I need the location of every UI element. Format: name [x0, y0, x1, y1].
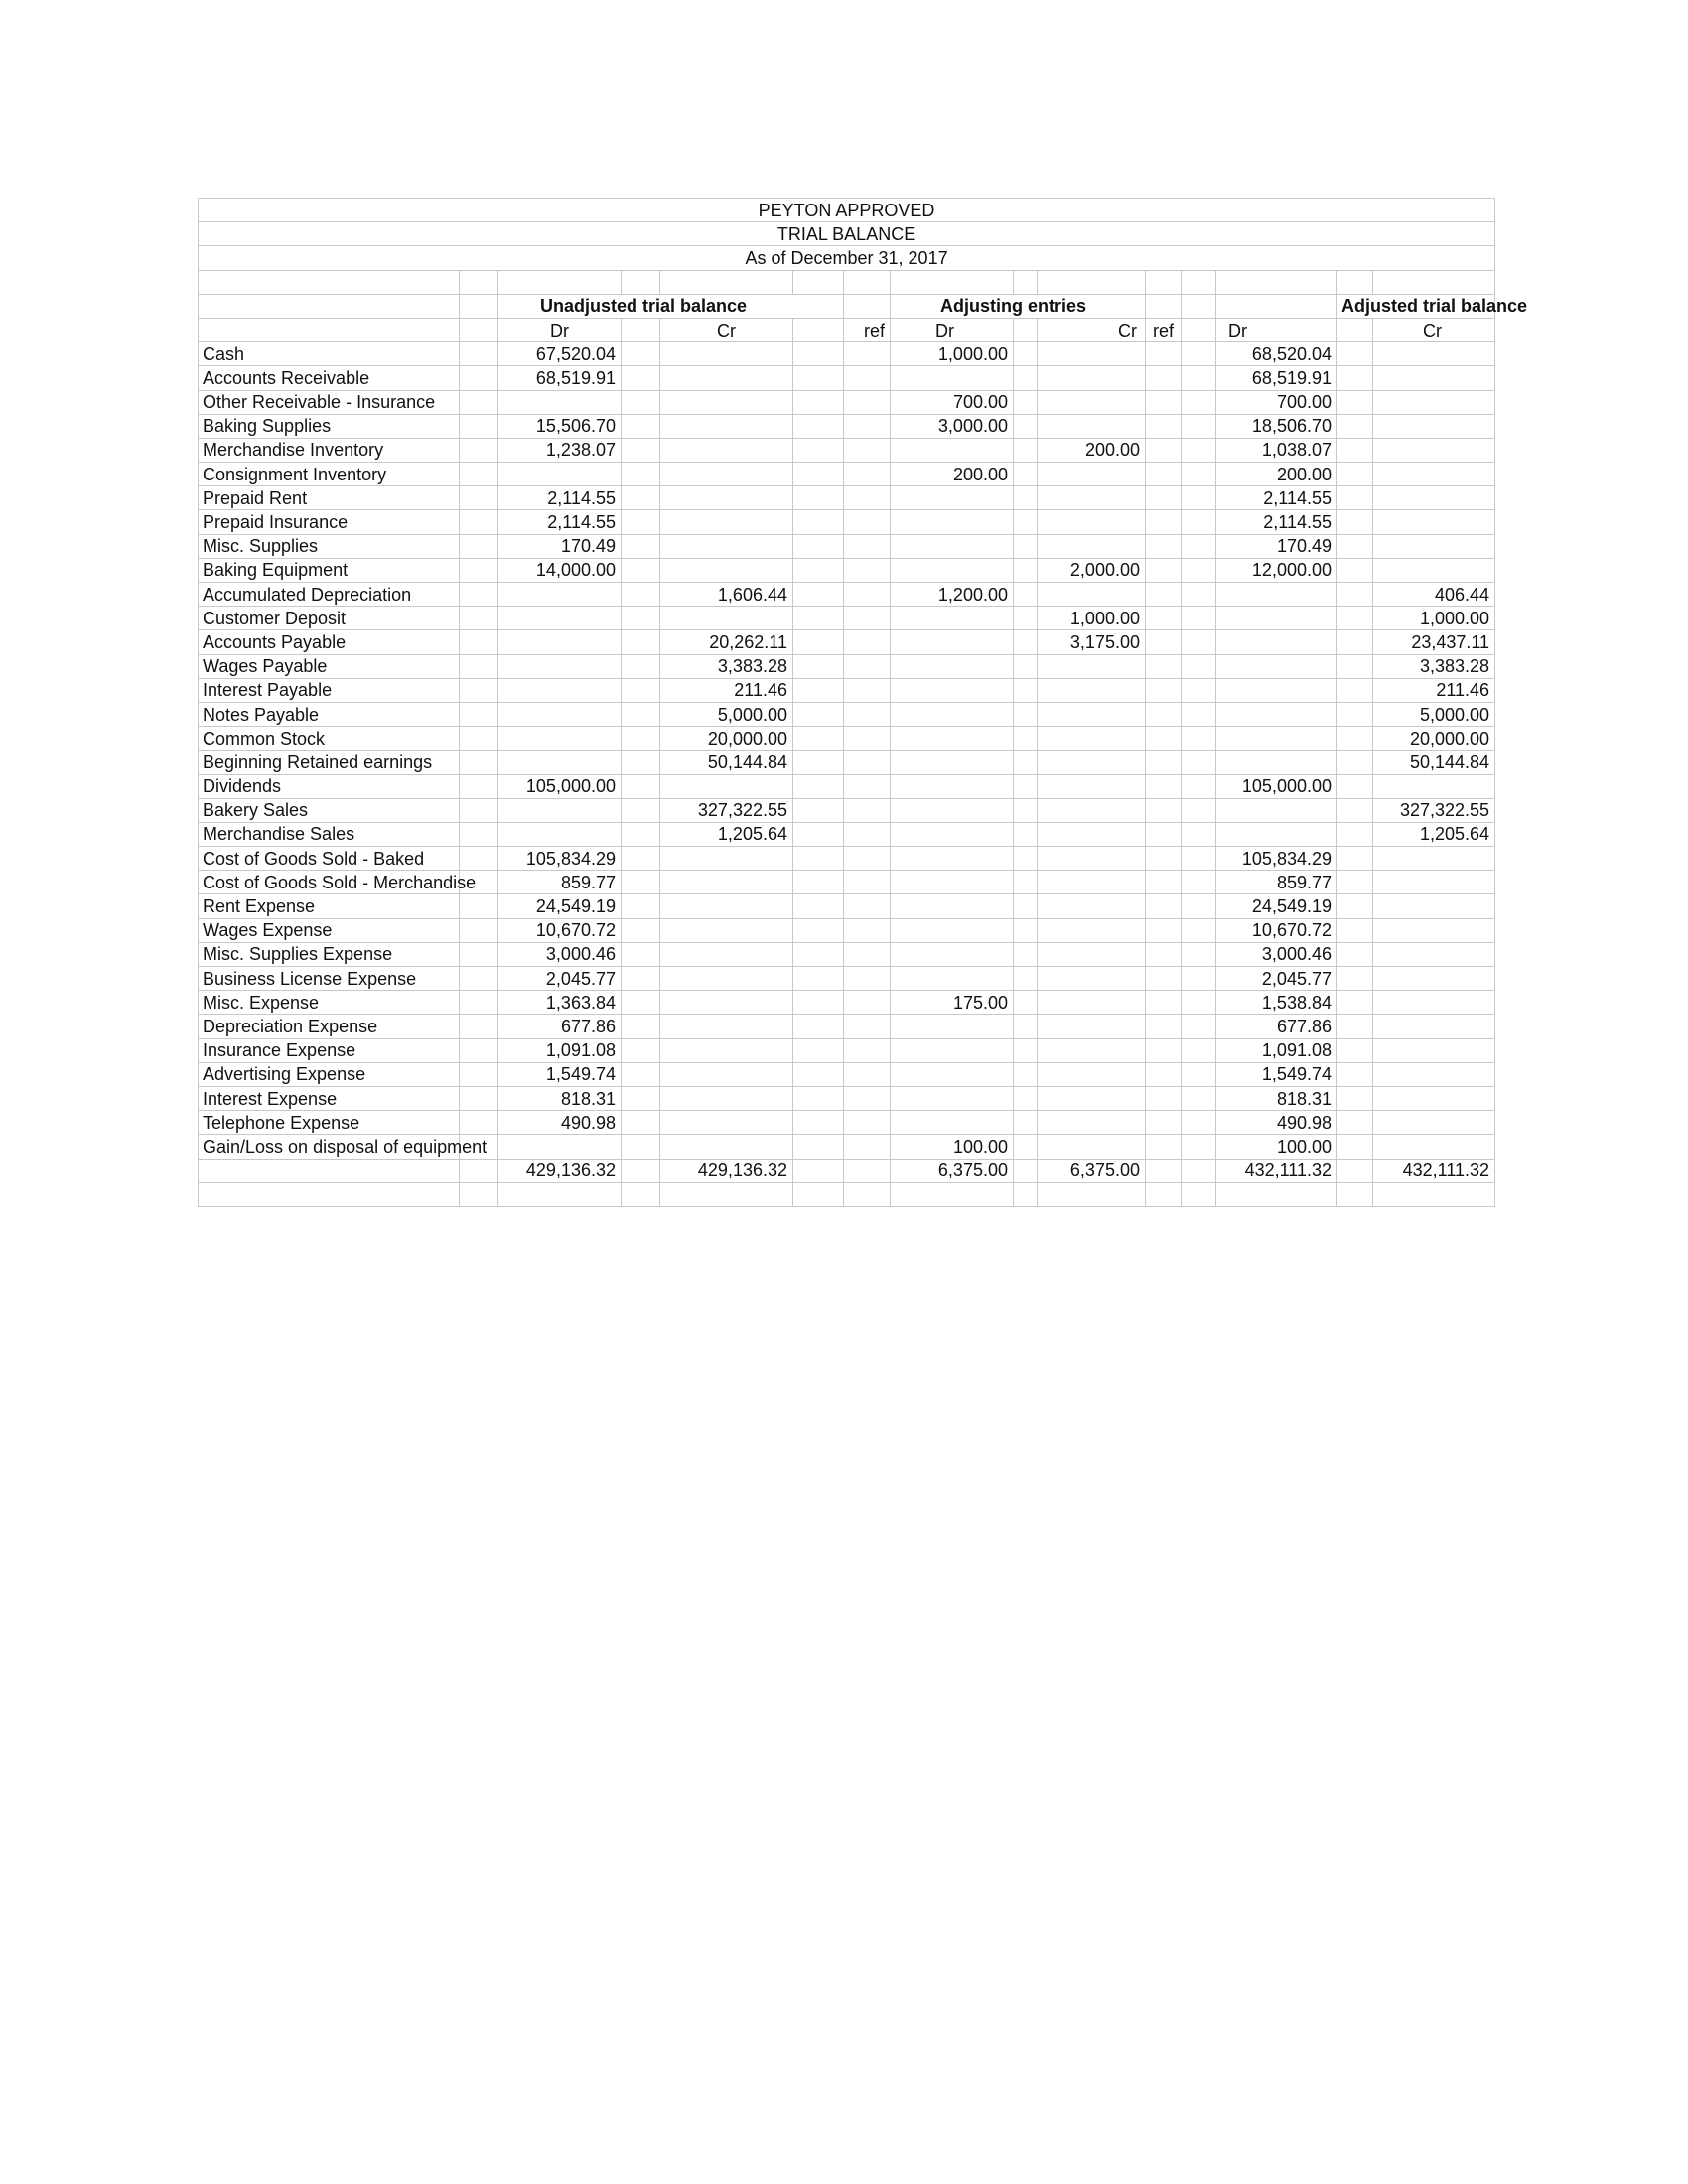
unadjusted-cr	[660, 918, 793, 942]
subheader-row	[199, 318, 1495, 341]
adjusted-cr: 23,437.11	[1373, 630, 1495, 654]
table-row	[199, 510, 1495, 534]
adjusted-dr: 10,670.72	[1216, 918, 1337, 942]
adjusting-cr	[1038, 942, 1146, 966]
adjusting-cr: 2,000.00	[1038, 558, 1146, 582]
adjusting-cr	[1038, 510, 1146, 534]
adjusting-cr	[1038, 1135, 1146, 1159]
unadjusted-dr: 105,000.00	[498, 774, 622, 798]
unadjusted-dr: 859.77	[498, 871, 622, 894]
table-row	[199, 654, 1495, 678]
table-row	[199, 678, 1495, 702]
table-row	[199, 366, 1495, 390]
adjusting-dr	[891, 366, 1014, 390]
table-row	[199, 414, 1495, 438]
adjusting-cr	[1038, 798, 1146, 822]
adjusting-cr	[1038, 1015, 1146, 1038]
unadjusted-cr	[660, 1062, 793, 1086]
adjusted-dr: 105,000.00	[1216, 774, 1337, 798]
adjusted-cr	[1373, 438, 1495, 462]
table-row	[199, 1086, 1495, 1110]
account-name: Merchandise Sales	[199, 822, 460, 846]
unadjusted-dr: 3,000.46	[498, 942, 622, 966]
table-row	[199, 702, 1495, 726]
table-row	[199, 967, 1495, 991]
unadjusted-cr	[660, 463, 793, 486]
spacer-row	[199, 270, 1495, 294]
unadjusted-dr: 14,000.00	[498, 558, 622, 582]
table-row	[199, 1015, 1495, 1038]
report-title: TRIAL BALANCE	[199, 222, 1495, 246]
unadjusted-cr	[660, 342, 793, 366]
table-row	[199, 583, 1495, 607]
unadjusted-dr	[498, 751, 622, 774]
adj-cr-header: Cr	[1038, 318, 1146, 341]
unadjusted-cr	[660, 1086, 793, 1110]
adjusting-dr	[891, 630, 1014, 654]
table-row	[199, 871, 1495, 894]
unadjusted-cr: 20,000.00	[660, 727, 793, 751]
adjusting-cr	[1038, 727, 1146, 751]
unadjusted-dr	[498, 654, 622, 678]
adjusted-dr	[1216, 607, 1337, 630]
adjusted-cr: 50,144.84	[1373, 751, 1495, 774]
account-name: Baking Equipment	[199, 558, 460, 582]
adjusted-dr: 490.98	[1216, 1111, 1337, 1135]
adjusting-cr	[1038, 654, 1146, 678]
adjusted-cr	[1373, 1062, 1495, 1086]
adjusted-dr: 1,038.07	[1216, 438, 1337, 462]
adjusting-dr	[891, 1062, 1014, 1086]
unadjusted-cr	[660, 942, 793, 966]
unadjusted-dr: 15,506.70	[498, 414, 622, 438]
unadjusted-dr: 105,834.29	[498, 847, 622, 871]
adjusted-dr: 2,114.55	[1216, 510, 1337, 534]
adjusted-dr: 2,045.77	[1216, 967, 1337, 991]
adjusted-cr	[1373, 390, 1495, 414]
table-row	[199, 438, 1495, 462]
unadjusted-dr: 429,136.32	[498, 1159, 622, 1182]
group-header-row	[199, 294, 1495, 318]
table-row	[199, 798, 1495, 822]
adjusted-cr: 432,111.32	[1373, 1159, 1495, 1182]
adjusted-dr	[1216, 751, 1337, 774]
account-name: Interest Payable	[199, 678, 460, 702]
account-name: Telephone Expense	[199, 1111, 460, 1135]
account-name: Misc. Supplies Expense	[199, 942, 460, 966]
table-row	[199, 463, 1495, 486]
table-row	[199, 774, 1495, 798]
adjusting-dr	[891, 534, 1014, 558]
account-name: Accumulated Depreciation	[199, 583, 460, 607]
unadjusted-cr: 5,000.00	[660, 702, 793, 726]
adjusting-dr	[891, 967, 1014, 991]
table-row	[199, 486, 1495, 510]
unadjusted-dr: 490.98	[498, 1111, 622, 1135]
adjusting-dr	[891, 822, 1014, 846]
unadjusted-cr	[660, 366, 793, 390]
adjusted-cr	[1373, 1086, 1495, 1110]
account-name: Notes Payable	[199, 702, 460, 726]
table-row	[199, 342, 1495, 366]
adjusting-dr	[891, 918, 1014, 942]
account-name: Customer Deposit	[199, 607, 460, 630]
adjusting-cr	[1038, 583, 1146, 607]
table-row	[199, 751, 1495, 774]
unadjusted-dr	[498, 822, 622, 846]
adjusting-dr	[891, 798, 1014, 822]
account-name: Cost of Goods Sold - Merchandise	[199, 871, 460, 894]
unadjusted-dr	[498, 607, 622, 630]
account-name: Beginning Retained earnings	[199, 751, 460, 774]
account-name: Other Receivable - Insurance	[199, 390, 460, 414]
unadjusted-cr: 211.46	[660, 678, 793, 702]
adjusting-cr	[1038, 822, 1146, 846]
adjusting-dr: 175.00	[891, 991, 1014, 1015]
table-row	[199, 942, 1495, 966]
adjusted-dr	[1216, 630, 1337, 654]
adjusted-dr: 677.86	[1216, 1015, 1337, 1038]
adjusted-cr	[1373, 991, 1495, 1015]
unadjusted-dr: 10,670.72	[498, 918, 622, 942]
adjusting-dr	[891, 702, 1014, 726]
unadjusted-dr: 68,519.91	[498, 366, 622, 390]
unadjusted-dr: 67,520.04	[498, 342, 622, 366]
adjusting-cr	[1038, 967, 1146, 991]
adjusting-dr: 6,375.00	[891, 1159, 1014, 1182]
adjusted-cr: 5,000.00	[1373, 702, 1495, 726]
unadjusted-dr	[498, 390, 622, 414]
unadjusted-cr	[660, 414, 793, 438]
adjusting-cr	[1038, 414, 1146, 438]
account-name: Dividends	[199, 774, 460, 798]
unadjusted-dr: 2,114.55	[498, 486, 622, 510]
adjusting-dr	[891, 1111, 1014, 1135]
adjusting-cr	[1038, 702, 1146, 726]
account-name: Bakery Sales	[199, 798, 460, 822]
unadjusted-cr: 50,144.84	[660, 751, 793, 774]
adjusting-cr: 200.00	[1038, 438, 1146, 462]
table-row	[199, 534, 1495, 558]
unadjusted-cr: 429,136.32	[660, 1159, 793, 1182]
unadjusted-dr	[498, 630, 622, 654]
unadjusted-cr: 1,205.64	[660, 822, 793, 846]
adjusting-cr	[1038, 678, 1146, 702]
adjusted-cr	[1373, 534, 1495, 558]
table-row	[199, 847, 1495, 871]
trial-balance-sheet	[198, 198, 1528, 1207]
adjusted-cr	[1373, 342, 1495, 366]
table-row	[199, 558, 1495, 582]
adjusted-dr	[1216, 654, 1337, 678]
table-row	[199, 727, 1495, 751]
adjusted-cr	[1373, 894, 1495, 918]
adjusted-dr: 12,000.00	[1216, 558, 1337, 582]
totals-label	[199, 1159, 460, 1182]
adjd-cr-header: Cr	[1373, 318, 1495, 341]
adjusted-dr: 1,091.08	[1216, 1038, 1337, 1062]
adjusting-cr	[1038, 847, 1146, 871]
unadjusted-header: Unadjusted trial balance	[498, 294, 844, 318]
adjusted-cr: 406.44	[1373, 583, 1495, 607]
adjusted-dr	[1216, 822, 1337, 846]
unadjusted-cr	[660, 390, 793, 414]
adjusting-dr	[891, 1086, 1014, 1110]
account-name: Consignment Inventory	[199, 463, 460, 486]
unadjusted-cr: 20,262.11	[660, 630, 793, 654]
unadjusted-cr: 3,383.28	[660, 654, 793, 678]
table-row	[199, 991, 1495, 1015]
unadjusted-dr	[498, 702, 622, 726]
adjusting-cr: 3,175.00	[1038, 630, 1146, 654]
unadjusted-cr	[660, 967, 793, 991]
account-name: Interest Expense	[199, 1086, 460, 1110]
adjusted-cr: 1,205.64	[1373, 822, 1495, 846]
spacer-row	[199, 1182, 1495, 1206]
unadjusted-cr	[660, 1038, 793, 1062]
unadjusted-dr	[498, 463, 622, 486]
adjusted-dr: 200.00	[1216, 463, 1337, 486]
adjusting-cr	[1038, 894, 1146, 918]
table-row	[199, 894, 1495, 918]
unadjusted-dr: 1,238.07	[498, 438, 622, 462]
unadjusted-cr	[660, 607, 793, 630]
adjusting-dr	[891, 1038, 1014, 1062]
adjusting-dr	[891, 847, 1014, 871]
adjusting-cr	[1038, 918, 1146, 942]
adjusted-dr: 2,114.55	[1216, 486, 1337, 510]
adjusted-dr	[1216, 702, 1337, 726]
adjusted-dr: 105,834.29	[1216, 847, 1337, 871]
adjusting-cr	[1038, 751, 1146, 774]
adjd-dr-header: Dr	[1216, 318, 1337, 341]
adjusting-cr	[1038, 534, 1146, 558]
unadjusted-cr	[660, 534, 793, 558]
adjusting-dr	[891, 510, 1014, 534]
adjusting-dr	[891, 894, 1014, 918]
adjusting-cr	[1038, 1086, 1146, 1110]
adjusting-dr	[891, 438, 1014, 462]
adjusting-cr	[1038, 390, 1146, 414]
unadjusted-dr: 1,091.08	[498, 1038, 622, 1062]
adjusting-cr	[1038, 1111, 1146, 1135]
unadjusted-dr: 818.31	[498, 1086, 622, 1110]
adjusted-cr	[1373, 774, 1495, 798]
adjusted-dr: 1,549.74	[1216, 1062, 1337, 1086]
unadjusted-cr	[660, 1111, 793, 1135]
adjusted-dr	[1216, 798, 1337, 822]
adjusting-cr	[1038, 1062, 1146, 1086]
adjusting-dr	[891, 607, 1014, 630]
table-row	[199, 1038, 1495, 1062]
account-name: Baking Supplies	[199, 414, 460, 438]
account-name: Wages Expense	[199, 918, 460, 942]
adjusted-dr: 100.00	[1216, 1135, 1337, 1159]
adjusted-cr	[1373, 1038, 1495, 1062]
account-name: Common Stock	[199, 727, 460, 751]
adjusting-dr: 700.00	[891, 390, 1014, 414]
adjusted-cr	[1373, 1135, 1495, 1159]
unadjusted-dr	[498, 678, 622, 702]
adjusting-dr	[891, 558, 1014, 582]
adjusted-dr: 24,549.19	[1216, 894, 1337, 918]
account-name: Misc. Supplies	[199, 534, 460, 558]
table-row	[199, 822, 1495, 846]
adjusting-cr	[1038, 366, 1146, 390]
unadjusted-dr	[498, 583, 622, 607]
adjusted-cr	[1373, 414, 1495, 438]
adjusting-cr: 6,375.00	[1038, 1159, 1146, 1182]
unadjusted-cr: 327,322.55	[660, 798, 793, 822]
adjusting-dr	[891, 486, 1014, 510]
adjusting-dr: 1,000.00	[891, 342, 1014, 366]
account-name: Cost of Goods Sold - Baked	[199, 847, 460, 871]
adjusted-dr: 18,506.70	[1216, 414, 1337, 438]
adjusted-cr	[1373, 558, 1495, 582]
adjusting-dr	[891, 727, 1014, 751]
account-name: Business License Expense	[199, 967, 460, 991]
adjusting-cr	[1038, 774, 1146, 798]
adjusting-cr	[1038, 1038, 1146, 1062]
unadjusted-dr: 24,549.19	[498, 894, 622, 918]
unadjusted-cr	[660, 1015, 793, 1038]
adjusted-dr	[1216, 727, 1337, 751]
adjusted-cr: 20,000.00	[1373, 727, 1495, 751]
adjusted-cr: 3,383.28	[1373, 654, 1495, 678]
adjusted-cr	[1373, 486, 1495, 510]
adjusted-cr	[1373, 1015, 1495, 1038]
unadjusted-cr	[660, 558, 793, 582]
unadjusted-cr	[660, 438, 793, 462]
unadj-dr-header: Dr	[498, 318, 622, 341]
account-name: Insurance Expense	[199, 1038, 460, 1062]
account-name: Cash	[199, 342, 460, 366]
unadjusted-dr	[498, 798, 622, 822]
adjusted-cr	[1373, 918, 1495, 942]
unadjusted-cr	[660, 774, 793, 798]
adjusting-dr	[891, 678, 1014, 702]
account-name: Advertising Expense	[199, 1062, 460, 1086]
adjusted-cr	[1373, 366, 1495, 390]
unadjusted-cr	[660, 894, 793, 918]
adjusted-dr: 432,111.32	[1216, 1159, 1337, 1182]
table-row	[199, 630, 1495, 654]
adjusted-dr	[1216, 583, 1337, 607]
account-name: Prepaid Insurance	[199, 510, 460, 534]
unadjusted-dr: 170.49	[498, 534, 622, 558]
adjusting-cr	[1038, 991, 1146, 1015]
unadjusted-dr: 2,045.77	[498, 967, 622, 991]
adjusting-cr: 1,000.00	[1038, 607, 1146, 630]
report-date: As of December 31, 2017	[199, 246, 1495, 270]
unadjusted-cr	[660, 991, 793, 1015]
adjusted-dr: 700.00	[1216, 390, 1337, 414]
unadjusted-dr: 677.86	[498, 1015, 622, 1038]
company-name: PEYTON APPROVED	[199, 199, 1495, 222]
table-row	[199, 390, 1495, 414]
adjusting-dr: 200.00	[891, 463, 1014, 486]
unadjusted-dr	[498, 727, 622, 751]
adjusted-cr: 327,322.55	[1373, 798, 1495, 822]
adjusting-cr	[1038, 463, 1146, 486]
adjusting-cr	[1038, 486, 1146, 510]
adjusted-cr: 211.46	[1373, 678, 1495, 702]
account-name: Accounts Receivable	[199, 366, 460, 390]
unadjusted-cr: 1,606.44	[660, 583, 793, 607]
unadjusted-dr	[498, 1135, 622, 1159]
adjusting-dr	[891, 751, 1014, 774]
adj-dr-header: Dr	[891, 318, 1014, 341]
account-name: Accounts Payable	[199, 630, 460, 654]
ref-header: ref	[844, 318, 891, 341]
table-row	[199, 1135, 1495, 1159]
unadjusted-dr: 2,114.55	[498, 510, 622, 534]
table-row	[199, 918, 1495, 942]
unadjusted-cr	[660, 871, 793, 894]
ref-header-2: ref	[1146, 318, 1182, 341]
account-name: Misc. Expense	[199, 991, 460, 1015]
adjusted-dr: 68,520.04	[1216, 342, 1337, 366]
adjusting-header: Adjusting entries	[891, 294, 1146, 318]
adjusting-cr	[1038, 342, 1146, 366]
account-name: Depreciation Expense	[199, 1015, 460, 1038]
adjusted-dr	[1216, 678, 1337, 702]
unadjusted-cr	[660, 510, 793, 534]
adjusting-dr: 1,200.00	[891, 583, 1014, 607]
adjusted-cr	[1373, 942, 1495, 966]
adjusting-cr	[1038, 871, 1146, 894]
adjusting-dr	[891, 942, 1014, 966]
totals-row	[199, 1159, 1495, 1182]
adjusted-cr	[1373, 967, 1495, 991]
account-name: Rent Expense	[199, 894, 460, 918]
unadjusted-cr	[660, 847, 793, 871]
adjusted-dr: 68,519.91	[1216, 366, 1337, 390]
adjusted-cr	[1373, 1111, 1495, 1135]
adjusted-dr: 3,000.46	[1216, 942, 1337, 966]
adjusting-dr	[891, 871, 1014, 894]
table-row	[199, 1062, 1495, 1086]
adjusted-cr	[1373, 463, 1495, 486]
account-name: Merchandise Inventory	[199, 438, 460, 462]
table-row	[199, 1111, 1495, 1135]
adjusted-header: Adjusted trial balance	[1337, 294, 1495, 318]
account-name: Prepaid Rent	[199, 486, 460, 510]
account-name: Gain/Loss on disposal of equipment	[199, 1135, 460, 1159]
table-row	[199, 607, 1495, 630]
adjusted-dr: 859.77	[1216, 871, 1337, 894]
adjusted-cr: 1,000.00	[1373, 607, 1495, 630]
adjusting-dr	[891, 1015, 1014, 1038]
unadjusted-dr: 1,363.84	[498, 991, 622, 1015]
account-name: Wages Payable	[199, 654, 460, 678]
adjusted-cr	[1373, 847, 1495, 871]
adjusted-cr	[1373, 871, 1495, 894]
adjusting-dr	[891, 774, 1014, 798]
adjusted-cr	[1373, 510, 1495, 534]
unadjusted-cr	[660, 486, 793, 510]
unadjusted-cr	[660, 1135, 793, 1159]
unadj-cr-header: Cr	[660, 318, 793, 341]
adjusted-dr: 170.49	[1216, 534, 1337, 558]
unadjusted-dr: 1,549.74	[498, 1062, 622, 1086]
adjusting-dr	[891, 654, 1014, 678]
adjusting-dr: 3,000.00	[891, 414, 1014, 438]
adjusted-dr: 818.31	[1216, 1086, 1337, 1110]
adjusting-dr: 100.00	[891, 1135, 1014, 1159]
adjusted-dr: 1,538.84	[1216, 991, 1337, 1015]
